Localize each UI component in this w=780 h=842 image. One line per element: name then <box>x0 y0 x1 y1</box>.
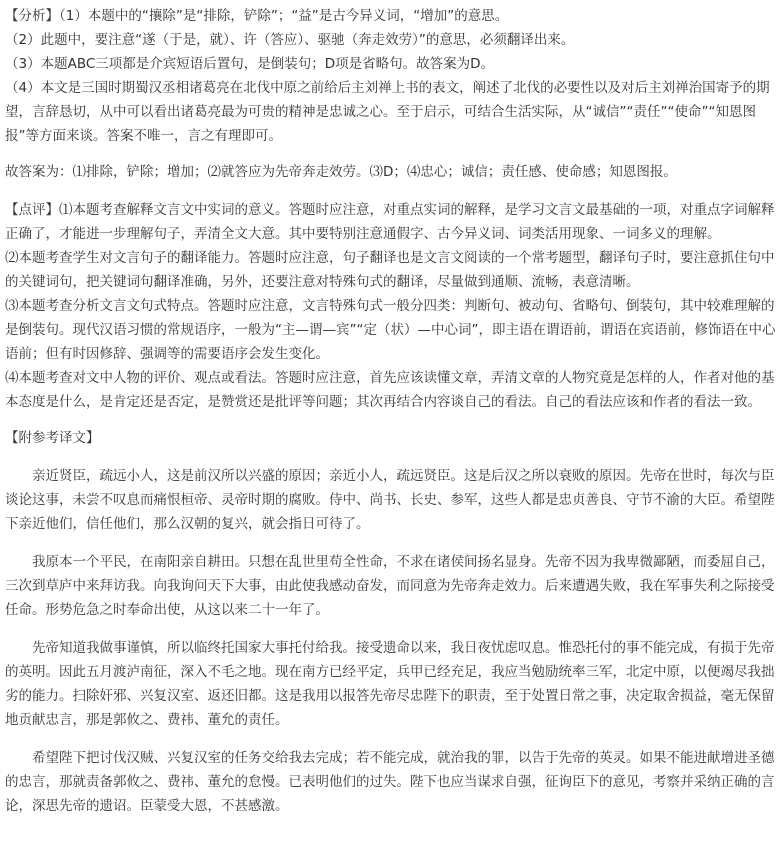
analysis-item-4: （4）本文是三国时期蜀汉丞相诸葛亮在北伐中原之前给后主刘禅上书的表文，阐述了北伐的必要性以及对后主刘禅治国寄予的期望，言辞恳切，从中可以看出诸葛亮最为可贵的精神是忠诚之心。至于启示，可结合生活实际，从“诚信”“责任”“使命”“知恩图报”等方面来谈。答案不唯一，言之有理即可。 <box>5 80 770 144</box>
translation-heading: 【附参考译文】 <box>5 430 100 446</box>
analysis-line-1: 【分析】（1）本题中的“攘除”是“排除，铲除”；“益”是古今异义词，“增加”的意思。 <box>5 8 509 24</box>
comment-paragraph-4: ⑷本题考查对文中人物的评价、观点或看法。答题时应注意，首先应该读懂文章，弄清文章的人物究竟是怎样的人，作者对他的基本态度是什么，是肯定还是否定，是赞赏还是批评等问题；其次再结合内容谈自己的看法。自己的看法应该和作者的看法一致。 <box>5 370 775 410</box>
comment-paragraph-3: ⑶本题考查分析文言文句式特点。答题时应注意，文言特殊句式一般分四类：判断句、被动句、省略句、倒装句，其中较难理解的是倒装句。现代汉语习惯的常规语序，一般为“主—谓—宾”“定（状）—中心词”，即主语在谓语前，谓语在宾语前，修饰语在中心语前；但有时因修辞、强调等的需要语序会发生变化。 <box>5 298 776 362</box>
comment-paragraph-1: 【点评】⑴本题考查解释文言文中实词的意义。答题时应注意，对重点实词的解释，是学习文言文最基础的一项，对重点字词解释正确了，才能进一步理解句子，弄清全文大意。其中要特别注意通假字、古今异义词、词类活用现象、一词多义的理解。 <box>5 202 775 242</box>
translation-paragraph-2: 我原本一个平民，在南阳亲自耕田。只想在乱世里苟全性命，不求在诸侯间扬名显身。先帝不因为我卑微鄙陋，而委屈自己，三次到草庐中来拜访我。向我询问天下大事，由此使我感动奋发，而同意为先帝奔走效力。后来遭遇失败，我在军事失利之际接受任命。形势危急之时奉命出使，从这以来二十一年了。 <box>5 554 775 618</box>
translation-paragraph-1: 亲近贤臣，疏远小人，这是前汉所以兴盛的原因；亲近小人，疏远贤臣。这是后汉之所以衰败的原因。先帝在世时，每次与臣谈论这事，未尝不叹息而痛恨桓帝、灵帝时期的腐败。侍中、尚书、长史、参军，这些人都是忠贞善良、守节不渝的大臣。希望陛下亲近他们，信任他们，那么汉朝的复兴，就会指日可待了。 <box>5 468 775 532</box>
analysis-line-2: （2）此题中，要注意“遂（于是，就）、许（答应）、驱驰（奔走效劳）”的意思，必须翻译出来。 <box>5 32 575 48</box>
comment-paragraph-2: ⑵本题考查学生对文言句子的翻译能力。答题时应注意，句子翻译也是文言文阅读的一个常考题型，翻译句子时，要注意抓住句中的关键词句，把关键词句翻译准确，另外，还要注意对特殊句式的翻译，尽量做到通顺、流畅，表意清晰。 <box>5 250 775 290</box>
translation-paragraph-4: 希望陛下把讨伐汉贼、兴复汉室的任务交给我去完成；若不能完成，就治我的罪，以告于先帝的英灵。如果不能进献增进圣德的忠言，那就责备郭攸之、费祎、董允的怠慢。已表明他们的过失。陛下也应当谋求自强，征询臣下的意见，考察并采纳正确的言论，深思先帝的遗诏。臣蒙受大恩，不甚感激。 <box>5 750 775 814</box>
translation-paragraph-3: 先帝知道我做事谨慎，所以临终托国家大事托付给我。接受遗命以来，我日夜忧虑叹息。惟恐托付的事不能完成，有损于先帝的英明。因此五月渡泸南征，深入不毛之地。现在南方已经平定，兵甲已经充足，我应当勉励统率三军，北定中原，以便竭尽我拙劣的能力。扫除奸邪、兴复汉室、返还旧都。这是我用以报答先帝尽忠陛下的职责，至于处置日常之事，决定取舍损益，毫无保留地贡献忠言，那是郭攸之、费祎、董允的责任。 <box>5 640 775 728</box>
analysis-line-3: （3）本题ABC三项都是介宾短语后置句，是倒装句；D项是省略句。故答案为D。 <box>5 56 495 72</box>
answer-summary: 故答案为：⑴排除，铲除；增加；⑵就答应为先帝奔走效劳。⑶D；⑷忠心；诚信；责任感、使命感；知恩图报。 <box>5 164 677 180</box>
